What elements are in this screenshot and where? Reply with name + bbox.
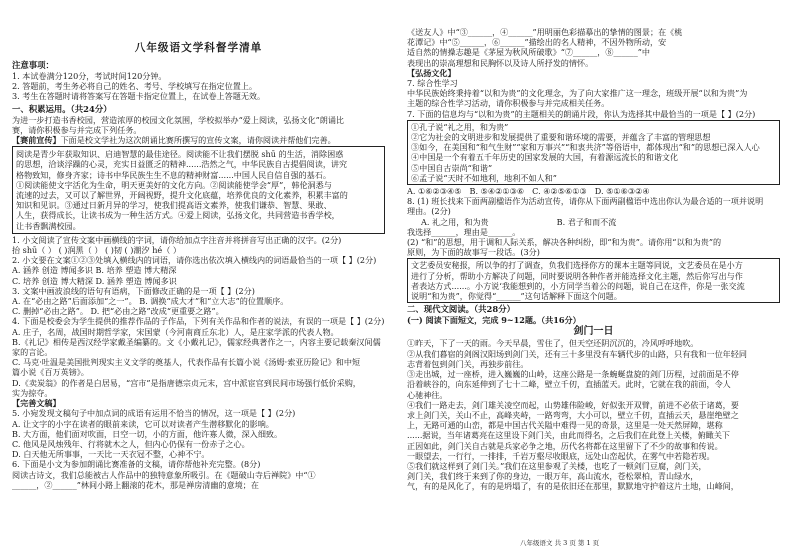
story-line: 进行了分析，帮助小方解决了问题，同时要说明各种作者并能选择文化主题，然后你写出与作 [411, 270, 743, 281]
task-text: 下面是校文学社为这次朗诵比赛所撰写的宣传文案，请你阅读并帮他们完善。 [60, 135, 336, 146]
question-3: 3. 文案中画波浪线的语句有语病，下面修改正确的是一项【 】(2分) [12, 285, 255, 296]
article-line: 求上剑门关，关山不止，高峰夹峙，一路弯弯，大小可以，壁立千仞，直插云天，悬崖绝壁之 [407, 409, 739, 420]
box-line: 流速的过去，又可以了解世界，开阔视野，提升文化底蕴，培养优良的文化素养，积累丰富的 [16, 190, 348, 201]
page-footer: 八年级语文 共 3 页 第 1 页 [520, 539, 600, 547]
option-b: B. 君子和而不流 [556, 216, 617, 227]
notice-item: 2. 答题前，考生务必将自己的姓名、考号、学校填写在指定位置上。 [12, 81, 258, 92]
question-4-option: D.《卖炭翁》的作者是白居易，“宫市”是指唐德宗贞元末，宫中派宦官到民间市场强行低价采购， [12, 377, 361, 388]
question-2-option: A. 涵养 创造 博闻多识 B. 培养 塑造 博大精深 [12, 265, 177, 276]
option-b: B. ⑤④②①③⑥ [469, 186, 525, 197]
question-6-line: 花潭记》中“⑤______，⑥______”描绘出的名人精神，不因外物所动，安 [407, 37, 667, 48]
option-a: A. 礼之用，和为贵 [421, 216, 489, 227]
section-heading: 二、现代文阅读。（共28分） [407, 304, 515, 315]
question-6-line: ______，②______”林间小路上翻滚的花木，那是禅房清幽的意境；在 [12, 479, 259, 490]
promo-text-box [12, 146, 385, 234]
article-line: 一眼望去，一行行，一排排，千岩万壑尽收眼底，远处山峦起伏，在雾气中若隐若现。 [407, 450, 715, 461]
question-4-option: 实为掠夺。 [12, 387, 53, 398]
article-line: 沿着峡谷的，向东延伸到了七十二峰，壁立千仞，直插蓝天。此时，它就在我的前面，令人 [407, 379, 731, 390]
story-line: 者表达方式......。小方说‘我能想到的，小方同学当着公的问题，说自己在这件，你是一张交流 [411, 280, 745, 291]
article-line: ①昨天，下了一天的雨。今天早晨，雪住了，但天空还阴沉沉的，冷风呼呼地吹。 [407, 338, 699, 349]
sentence-box [407, 120, 780, 185]
section-heading: 一、积累运用。（共24分） [12, 103, 112, 114]
question-8-2: (2) “和”的思想，用于调和人际关系，解决各种纠纷，即“和为贵”。请你用“以和为贵”的 [407, 237, 722, 248]
box-line: ①阅读能使文字活化为生命，明天更美好的文化方向。②阅读能使学会“厚”，韩伦洞悉与 [16, 179, 332, 190]
question-6-line: 表现出的崇高理想和民胸怀以及诗人所抒发的情怀。 [407, 57, 594, 68]
box-line: 的思想，洽谈浮躁的心灵，充实日益匮乏的精神......浩然之气，中华民族自古提倡阅读，讲究 [16, 159, 348, 170]
task-label: 【完善文稿】 [12, 398, 61, 409]
question-2: 2. 小文要在文案①②③处填入横线内的词语，请你选出依次填入横线内的词语最恰当的一项【 】(2分) [12, 255, 377, 266]
question-1-blanks: 抬 shū（ ） ( )润黑（ ） ( )韧 ( )潮汐 hé（ ） [12, 245, 181, 256]
box-line: 知识和见识。③通过日新月异的学习，使我们提高语文素养，使我们谦恭、智慧、果敢、 [16, 200, 332, 211]
question-6-line: 阅读古诗文，我们总能被古人作品中的独特意象所吸引。在《题破山寺后禅院》中“① [12, 469, 316, 480]
question-8-choice: 我选择______，理由是______。 [407, 226, 521, 237]
article-line: 正因如此，剑门关自古就是兵家必争之地，历代名将都在这里留下了不少的故事和传说。 [407, 440, 723, 451]
question-5: 5. 小宛发现文稿句子中加点词的成语有运用不恰当的情况，这一项是【 】(2分) [12, 408, 296, 419]
question-3-option: C. 删掉“必由之路”。 D. 把“必由之路”改成“更重要之路”。 [12, 306, 224, 317]
article-line: ②从我们暮宿的剑阁汉阳场到剑门关，还有三十多里没有车辆代步的山路，只有我和一位年轻同 [407, 348, 747, 359]
question-7: 7. 综合性学习 [407, 78, 458, 89]
box-line: 阅读是青少年获取知识、启迪智慧的最佳途径。阅读能不让我们摆脱 shū 的生活，消除困惑 [16, 149, 344, 160]
question-4-option: 篇小说《百万英镑》。 [12, 367, 89, 378]
article-line: ⑤我们就这样到了剑门关。”我们在这里参观了关楼，也吃了一顿剑门豆腐，剑门关， [407, 460, 707, 471]
question-4-option: B.《礼记》相传是西汉经学家戴圣编纂的。文《小戴礼记》，儒家经典著作之一，内容主要记载秦汉间儒 [12, 336, 381, 347]
question-5-option: D. 白天他无所事事，一天比一天衣冠不整，心神不宁。 [12, 449, 210, 460]
option-c: C. ④②⑤⑥①③ [532, 186, 587, 197]
question-5-option: B. 大方面，他们面对吹面，日空一切，小的方面，他许寡人微，深入细致。 [12, 428, 283, 439]
box-line: 让书香飘满校园。 [16, 220, 81, 231]
notice-heading: 注意事项： [12, 60, 54, 70]
question-6: 6. 下面是小文为参加朗诵比赛准备的文稿，请你帮他补充完整。(8分) [12, 459, 261, 470]
option-d: D. ⑤①⑥③②④ [594, 186, 650, 197]
article-title: 剑门一日 [573, 326, 614, 338]
question-8: 理由。(2分) [407, 206, 451, 217]
question-2-option: C. 培养 创造 博大精深 D. 涵养 塑造 博闻多识 [12, 275, 177, 286]
intro-line: 赛，请你积极参与并完成下列任务。 [12, 124, 142, 135]
question-4: 4. 下面是校委会为学生提供的推荐作品的子作品，下列有关作品和作者的说法，有误的一项是【 】(2分) [12, 316, 385, 327]
question-6-line: 适自然的情操志趣是《茅屋为秋风所破歌》“⑦______，⑧______”中 [407, 47, 650, 58]
question-7-intro: 主题的综合性学习活动，请你积极参与并完成相关任务。 [407, 98, 610, 109]
question-5-option: A. 让文字的小字在读者的眼前来读，它可以对读者产生潜移默化的影响。 [12, 418, 274, 429]
question-7-options [407, 186, 780, 196]
box-line: 格物致知，修身齐家；诗书中华民族生生不息的精神财富......中国人民自信自强的基石。 [16, 169, 331, 180]
page-title: 八年级语文学科督学清单 [134, 42, 263, 54]
article-line: ......据说，当年诸葛亮在这里设下剑门关，由此而得名，之后我们在此登上关楼，俯瞰关下 [407, 430, 731, 441]
sentence-item: ③如今，在美国和“和气生财”“家和万事兴”“和衷共济”等俗语中，都体现出“和”的思想已深入人心 [411, 142, 760, 153]
box-line: 人生，获得成长，让读书成为一种生活方式。④爱上阅读，弘扬文化，共同营造书香学校， [16, 210, 340, 221]
question-8-2: 原则，为下面的故事写一段话。(3分) [407, 247, 540, 258]
question-8-options [407, 217, 780, 227]
sentence-item: ⑥孟子说“天时不如地利，地利不如人和” [411, 172, 557, 183]
task-line [12, 135, 385, 145]
article-line: ③走出城，过一座桥，进入巍巍的山岭，这座公路是一条蜿蜒盘旋的剑门历程，过前面是不停 [407, 369, 739, 380]
sentence-item: ④中国是一个有着五千年历史的国家发展的大国，有着源远流长的和谐文化 [411, 152, 679, 163]
question-1: 1. 小文阅读了宣传文案中画横线的字词，请你给加点字注音并将拼音写出正确的汉字。(2分) [12, 234, 342, 245]
reading-title: (一) 阅读下面短文，完成 9~12题。（共16分） [407, 315, 581, 326]
article-line: 心驰神往。 [407, 389, 448, 400]
question-7-intro: 中华民族始终秉持着“以和为贵”的文化理念，为了向大家推广这一理念，班级开展“以和为贵”为 [407, 88, 748, 99]
story-line: 文艺委员安秘报，所以争的打了调查，负我们选择你方的课本主题等同说，文艺委员在是小方 [411, 260, 743, 271]
question-6-line: 《送友人》中“③______，④______”用明丽色彩描摹出的挚情的图景；在《桃 [407, 27, 683, 37]
sentence-item: ①孔子说“礼之用，和为贵” [411, 121, 509, 132]
question-4-option: 家的言论。 [12, 347, 53, 358]
article-line: 气，有的是风化了，有的是坍塌了，有的是依旧还在那里，默默地守护着这片土地，山峰间， [407, 481, 739, 492]
notice-item: 3. 考生在答题时请将答案写在答题卡指定位置上，在试卷上答题无效。 [12, 91, 266, 102]
task-label: 【弘扬文化】 [407, 67, 456, 78]
question-8: 8. (1) 班长找来下面两副楹语作为活动宣传，请你从下面两副楹语中选出你认为最合适的一项并说明 [407, 196, 764, 207]
article-line: 志背着包到剑门关，再独步前往。 [407, 358, 529, 369]
task-label: 【赛前宣传】 [12, 135, 61, 146]
story-box [407, 258, 780, 303]
story-line: 说明“和为贵”，你觉得“______”这句话解释下面这个问题。 [411, 291, 622, 302]
sentence-item: ②它为社会的文明进步和发展提供了重要和谐环境的需要，并蕴含了丰富的管理思想 [411, 132, 711, 143]
question-5-option: C. 他风是风烛残年、行将就木之人，但内心仍保有一份赤子之心。 [12, 438, 250, 449]
option-a: A. ①⑥②③④⑤ [407, 186, 462, 197]
notice-item: 1. 本试卷满分120分，考试时间120分钟。 [12, 71, 167, 81]
article-line: ④我们一路走去，剑门雄关凌空而起，山势雄伟险峻，好似张开双臂，前进不必依于诸葛，要 [407, 399, 739, 410]
sentence-item: ⑤中国自古崇尚“和谐” [411, 162, 493, 173]
article-line: 上，无路可通的山峦，都是中国古代关隘中难得一见的奇景，这里是一处天然屏障，堪称 [407, 420, 723, 431]
question-4-option: A. 庄子，名周，战国时期哲学家，宋国蒙（今河南商丘东北）人，是庄家学派的代表人物。 [12, 326, 339, 337]
question-7-1: 7. 下面的信息均与“以和为贵”的主题相关的朗诵片段，你认为选择其中最恰当的一项是【 】(2分) [407, 108, 756, 119]
question-4-option: C. 马克·吐温是美国批判现实主义文学的奠基人，代表作品有长篇小说《汤姆·索亚历险记》和中短 [12, 357, 361, 368]
right-column [397, 0, 794, 560]
intro-line: 为进一步打造书香校园，营造浓厚的校园文化氛围，学校拟举办“爱上阅读，弘扬文化”朗诵比 [12, 114, 345, 125]
question-3-option: A. 在“必由之路”后面添加“之一”。 B. 调换“成大才”和“立大志”的位置顺序。 [12, 296, 289, 307]
article-line: 剑门关，我们终于来到了你的身边，一眼万年，高山流水，苍松翠柏，青山绿水， [407, 471, 699, 482]
